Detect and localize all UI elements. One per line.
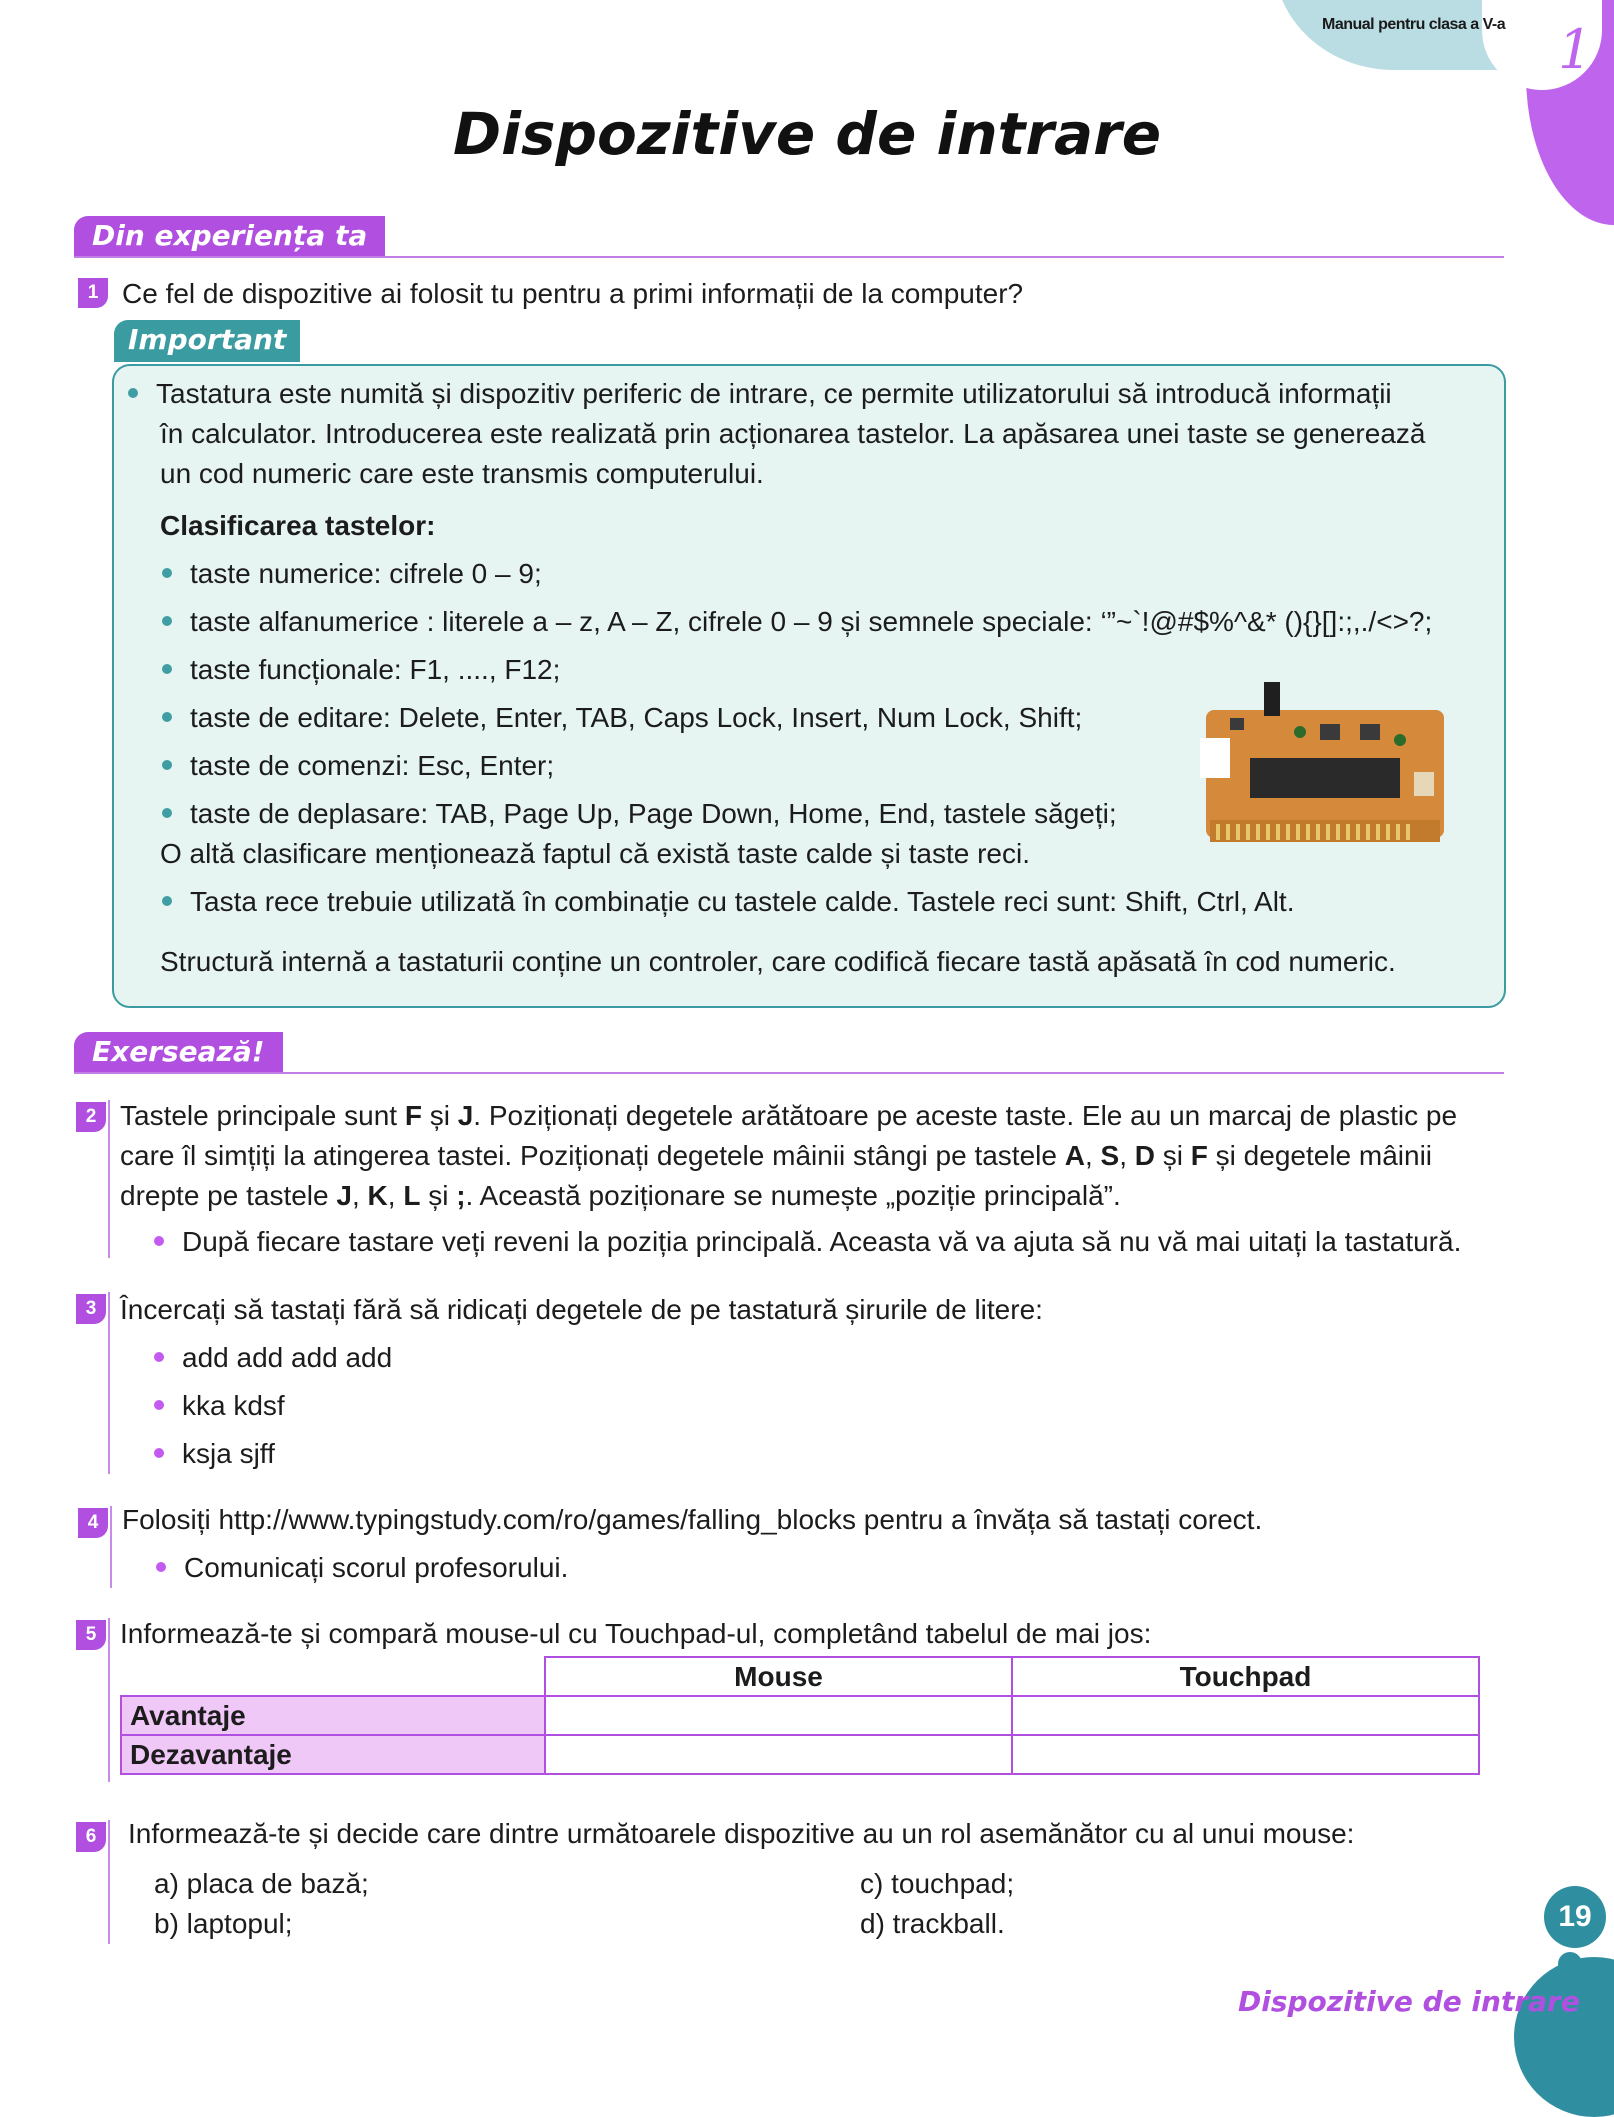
important-paragraph-line: în calculator. Introducerea este realizată prin acționarea tastelor. La apăsarea unei taste se generează	[160, 418, 1426, 449]
table-cell-empty[interactable]	[545, 1735, 1012, 1774]
table-row-header: Dezavantaje	[121, 1735, 545, 1774]
table-row	[121, 1735, 1479, 1774]
important-paragraph-line: Tastatura este numită și dispozitiv periferic de intrare, ce permite utilizatorului să introducă informații	[128, 374, 1392, 414]
manual-label: Manual pentru clasa a V-a	[1322, 16, 1506, 33]
letter-sequence-item: ksja sjff	[154, 1434, 275, 1474]
question-6-text: Informează-te și decide care dintre următoarele dispozitive au un rol asemănător cu al unui mouse:	[128, 1818, 1355, 1849]
cold-keys-item: Tasta rece trebuie utilizată în combinație cu tastele calde. Tastele reci sunt: Shift, Ctrl, Alt.	[162, 882, 1294, 922]
comparison-table	[120, 1656, 1480, 1775]
question-4-text: Folosiți http://www.typingstudy.com/ro/games/falling_blocks pentru a învăța să tastați corect.	[122, 1504, 1263, 1535]
table-cell-empty[interactable]	[1012, 1735, 1479, 1774]
question-4-bullet: Comunicați scorul profesorului.	[156, 1548, 568, 1588]
letter-sequence-item: kka kdsf	[154, 1386, 285, 1426]
key-type-item: taste numerice: cifrele 0 – 9;	[162, 554, 542, 594]
question-number: 2	[76, 1102, 106, 1132]
letter-sequence-item: add add add add	[154, 1338, 392, 1378]
table-row	[121, 1696, 1479, 1735]
section-divider	[74, 1072, 1504, 1074]
page-title: Dispozitive de intrare	[452, 100, 1162, 168]
section-tag-practice: Exersează!	[74, 1032, 283, 1074]
important-paragraph-line: un cod numeric care este transmis computerului.	[160, 458, 764, 489]
table-row-header: Avantaje	[121, 1696, 545, 1735]
section-tag-experience: Din experiența ta	[74, 216, 385, 258]
table-header-cell: Mouse	[545, 1657, 1012, 1696]
question-vertical-line	[108, 1618, 110, 1782]
key-type-item: taste de deplasare: TAB, Page Up, Page Down, Home, End, tastele săgeți;	[162, 794, 1117, 834]
corner-decoration-bottom	[1514, 1957, 1614, 2117]
question-2-line: drepte pe tastele J, K, L și ;. Această poziționare se numește „poziție principală”.	[120, 1180, 1121, 1211]
key-type-item: taste de editare: Delete, Enter, TAB, Caps Lock, Insert, Num Lock, Shift;	[162, 698, 1082, 738]
question-number: 1	[78, 278, 108, 308]
key-type-item: taste alfanumerice : literele a – z, A – Z, cifrele 0 – 9 și semnele speciale: ‘”~`!@#$%^&* (){}[]:;,./<>?;	[162, 602, 1432, 642]
answer-option: d) trackball.	[860, 1908, 1005, 1939]
answer-option: a) placa de bază;	[154, 1868, 369, 1899]
question-5-text: Informează-te și compară mouse-ul cu Touchpad-ul, completând tabelul de mai jos:	[120, 1618, 1152, 1649]
classification-heading: Clasificarea tastelor:	[160, 510, 436, 541]
question-2-line: Tastele principale sunt F și J. Poziționați degetele arătătoare pe aceste taste. Ele au un marcaj de plastic pe	[120, 1100, 1458, 1131]
chapter-number: 1	[1558, 18, 1593, 81]
question-3-text: Încercați să tastați fără să ridicați degetele de pe tastatură șirurile de litere:	[120, 1294, 1043, 1325]
table-header-row	[121, 1657, 1479, 1696]
keyboard-controller-image	[1200, 680, 1450, 850]
page-number: 19	[1544, 1886, 1606, 1948]
table-cell-empty[interactable]	[545, 1696, 1012, 1735]
table-corner	[121, 1657, 545, 1696]
section-divider	[74, 256, 1504, 258]
question-number: 6	[76, 1822, 106, 1852]
key-type-item: taste funcționale: F1, ...., F12;	[162, 650, 560, 690]
structure-text: Structură internă a tastaturii conține un controler, care codifică fiecare tastă apăsată în cod numeric.	[160, 946, 1396, 977]
important-tag: Important	[114, 320, 300, 362]
question-number: 4	[78, 1508, 108, 1538]
answer-option: c) touchpad;	[860, 1868, 1015, 1899]
question-number: 3	[76, 1294, 106, 1324]
question-number: 5	[76, 1620, 106, 1650]
table-cell-empty[interactable]	[1012, 1696, 1479, 1735]
question-2-line: care îl simțiți la atingerea tastei. Poziționați degetele mâinii stângi pe tastele A, S, D și F și degetele mâinii	[120, 1140, 1433, 1171]
question-vertical-line	[110, 1506, 112, 1588]
question-2-bullet: După fiecare tastare veți reveni la poziția principală. Aceasta vă va ajuta să nu vă mai uitați la tastatură.	[154, 1222, 1461, 1262]
answer-option: b) laptopul;	[154, 1908, 293, 1939]
footer-title: Dispozitive de intrare	[1238, 1985, 1580, 2018]
question-1-text: Ce fel de dispozitive ai folosit tu pentru a primi informații de la computer?	[122, 278, 1024, 309]
question-vertical-line	[108, 1820, 110, 1944]
question-vertical-line	[108, 1100, 110, 1258]
question-vertical-line	[108, 1292, 110, 1474]
table-header-cell: Touchpad	[1012, 1657, 1479, 1696]
key-type-item: taste de comenzi: Esc, Enter;	[162, 746, 554, 786]
other-classification: O altă clasificare menționează faptul că există taste calde și taste reci.	[160, 838, 1030, 869]
